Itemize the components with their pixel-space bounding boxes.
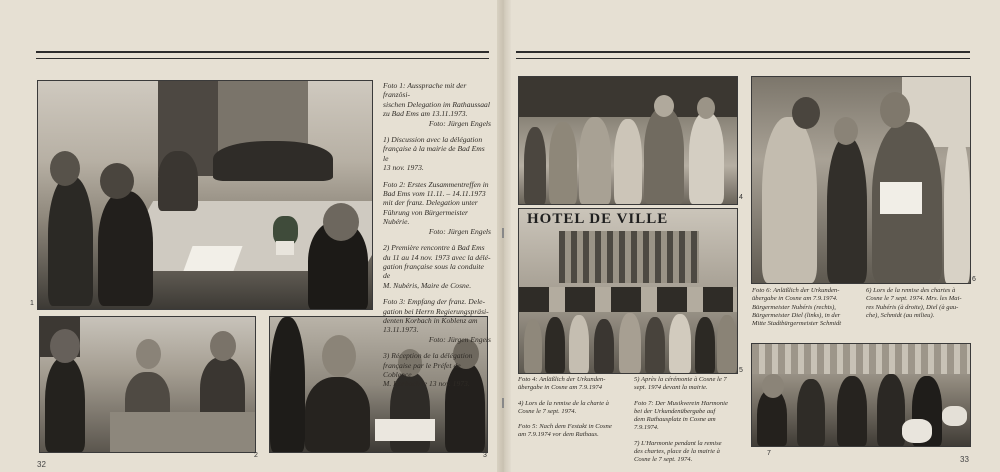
caption-line: M. Korbach le 13 nov. 1973. [383,379,470,389]
caption-line: dem Rathausplatz in Cosne am [634,416,716,424]
caption-line: mit der franz. Delegation unter [383,198,478,208]
caption-line: 2) Première rencontre à Bad Ems [383,243,485,253]
caption-fr-3 [383,351,491,389]
photo-4-charter-handover [518,76,738,205]
photo-number-4: 4 [739,194,743,201]
caption-line: Bürgermeister Nubéris (rechts), [752,303,836,311]
caption-line: M. Nubéris, Maire de Cosne. [383,280,472,290]
caption-fr-1 [383,135,491,173]
caption-line: du 11 au 14 nov. 1973 avec la délé- [383,252,491,262]
top-rule-right [516,51,970,59]
caption-foto-1 [383,81,491,128]
caption-foto-4 [518,376,628,393]
caption-line: française à la mairie de Bad Ems le [383,144,485,163]
caption-foto-7 [634,400,740,433]
caption-line: Foto 6: Anläßlich der Urkunden- [752,287,840,294]
caption-line: zu Bad Ems am 13.11.1973. [383,109,468,119]
caption-line: 4) Lors de la remise de la charte à [518,399,609,407]
caption-line: 13.11.1973. [383,325,419,335]
photo-7-harmonie-band [751,343,971,447]
caption-line: Bad Ems vom 11.11. – 14.11.1973 [383,189,486,199]
caption-line: 3) Réception de la délégation [383,351,473,361]
caption-line: Bürgermeister Diel (links), in der [752,311,841,319]
caption-line: übergabe in Cosne am 7.9.1974 [518,384,603,392]
page-number-left: 32 [37,460,46,469]
caption-line: Cosne le 7 sept. 1974. Mrs. les Mai- [866,295,962,303]
caption-line: Foto 7: Der Musikverein Harmonie [634,399,728,407]
binding-mark [502,398,504,408]
caption-fr-4 [518,400,628,417]
caption-line: gation française sous la conduite de [383,261,484,281]
caption-foto-3 [383,297,491,344]
caption-line: 13 nov. 1973. [383,163,424,173]
caption-fr-7 [634,440,740,465]
photo-1-meeting-room [37,80,373,310]
caption-block-5-7-b [634,376,740,472]
caption-line: che), Schmidt (au milieu). [866,311,935,319]
caption-fr-5 [634,376,740,393]
caption-foto-2 [383,180,491,236]
caption-line: Foto 4: Anläßlich der Urkunden- [518,376,606,383]
caption-line: res Nubéris (à droite), Diel (à gau- [866,303,959,311]
photo-credit: Foto: Jürgen Engels [428,226,491,236]
photo-number-6: 6 [972,276,976,283]
caption-line: denten Korbach in Koblenz am [383,315,478,325]
caption-foto-6-fr [866,287,970,320]
photo-6-mayors-handshake [751,76,971,284]
caption-line: am 7.9.1974 vor dem Rathaus. [518,431,599,439]
caption-line: 5) Après la cérémonie à Cosne le 7 [634,376,727,383]
photo-credit: Foto: Jürgen Engels [428,118,491,128]
photo-credit: Foto: Jürgen Engels [428,334,491,344]
photo-number-7: 7 [767,450,771,457]
caption-line: sept. 1974 devant la mairie. [634,384,708,392]
photo-number-2: 2 [254,452,258,459]
caption-line: Foto 5: Nach dem Festakt in Cosne [518,423,612,431]
caption-line: 6) Lors de la remise des chartes à [866,287,956,294]
photo-number-3: 3 [483,452,487,459]
caption-line: bei der Urkundenübergabe auf [634,407,716,415]
caption-block-4-5-a [518,376,628,447]
caption-foto-6-de [752,287,852,328]
caption-line: Foto 1: Aussprache mit der französi- [383,81,467,100]
caption-foto-5 [518,423,628,440]
caption-fr-2 [383,243,491,290]
caption-line: 1) Discussion avec la délégation [383,135,483,145]
caption-line: Foto 2: Erstes Zusammentreffen in [383,179,489,189]
spine-gutter [497,0,511,472]
hotel-de-ville-sign: HOTEL DE VILLE [527,211,669,227]
photo-number-1: 1 [30,300,34,307]
caption-line: 7) L'Harmonie pendant la remise [634,439,722,447]
photo-2-delegation [39,316,256,453]
page-number-right: 33 [960,455,969,464]
caption-line: Foto 3: Empfang der franz. Dele- [383,297,486,307]
caption-line: übergabe in Cosne am 7.9.1974. [752,295,838,303]
caption-line: Cosne le 7 sept. 1974. [518,407,577,415]
photo-5-hotel-de-ville [518,208,738,374]
caption-line: française par le Préfet de Coblence [383,360,461,379]
caption-line: Cosne le 7 sept. 1974. [634,456,693,464]
caption-line: sischen Delegation im Rathaussaal [383,99,490,109]
caption-line: des chartes, place de la mairie à [634,448,720,456]
binding-mark [502,228,504,238]
caption-line: Führung von Bürgermeister Nubérie. [383,207,468,227]
caption-line: gation bei Herrn Regierungspräsi- [383,306,489,316]
top-rule-left [36,51,489,59]
photo-number-5: 5 [739,367,743,374]
caption-line: Mitte Stadtbürgermeister Schmidt [752,320,842,328]
caption-block-left [383,81,491,396]
caption-line: 7.9.1974. [634,424,659,432]
